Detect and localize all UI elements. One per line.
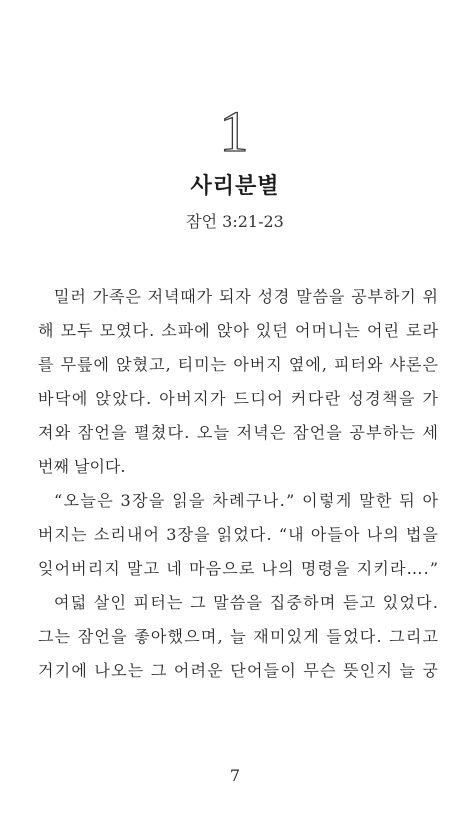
- body-line: 해 모두 모였다. 소파에 앉아 있던 어머니는 어린 로라: [38, 321, 440, 340]
- body-line: 를 무릎에 앉혔고, 티미는 아버지 옆에, 피터와 샤론은: [38, 355, 440, 374]
- body-line: “오늘은 3장을 읽을 차례구나.” 이렇게 말한 뒤 아: [54, 491, 440, 510]
- body-line: 번째 날이다.: [38, 457, 126, 476]
- scripture-reference: 잠언 3:21-23: [186, 212, 284, 231]
- page-number: 7: [229, 766, 241, 785]
- chapter-number: 1: [219, 99, 251, 164]
- body-line: 바닥에 앉았다. 아버지가 드디어 커다란 성경책을 가: [38, 389, 440, 408]
- body-line: 버지는 소리내어 3장을 읽었다. “내 아들아 나의 법을: [38, 525, 440, 544]
- body-line: 거기에 나오는 그 어려운 단어들이 무슨 뜻인지 늘 궁: [38, 661, 440, 680]
- body-text: [38, 280, 438, 688]
- chapter-title: 사리분별: [190, 174, 280, 199]
- body-line: 여덟 살인 피터는 그 말씀을 집중하며 듣고 있었다.: [54, 593, 440, 612]
- body-line: 밀러 가족은 저녁때가 되자 성경 말씀을 공부하기 위: [54, 287, 439, 306]
- body-line: 그는 잠언을 좋아했으며, 늘 재미있게 들었다. 그리고: [38, 627, 440, 646]
- body-line: 잊어버리지 말고 네 마음으로 나의 명령을 지키라….”: [38, 559, 440, 578]
- body-line: 져와 잠언을 펼쳤다. 오늘 저녁은 잠언을 공부하는 세: [38, 423, 440, 442]
